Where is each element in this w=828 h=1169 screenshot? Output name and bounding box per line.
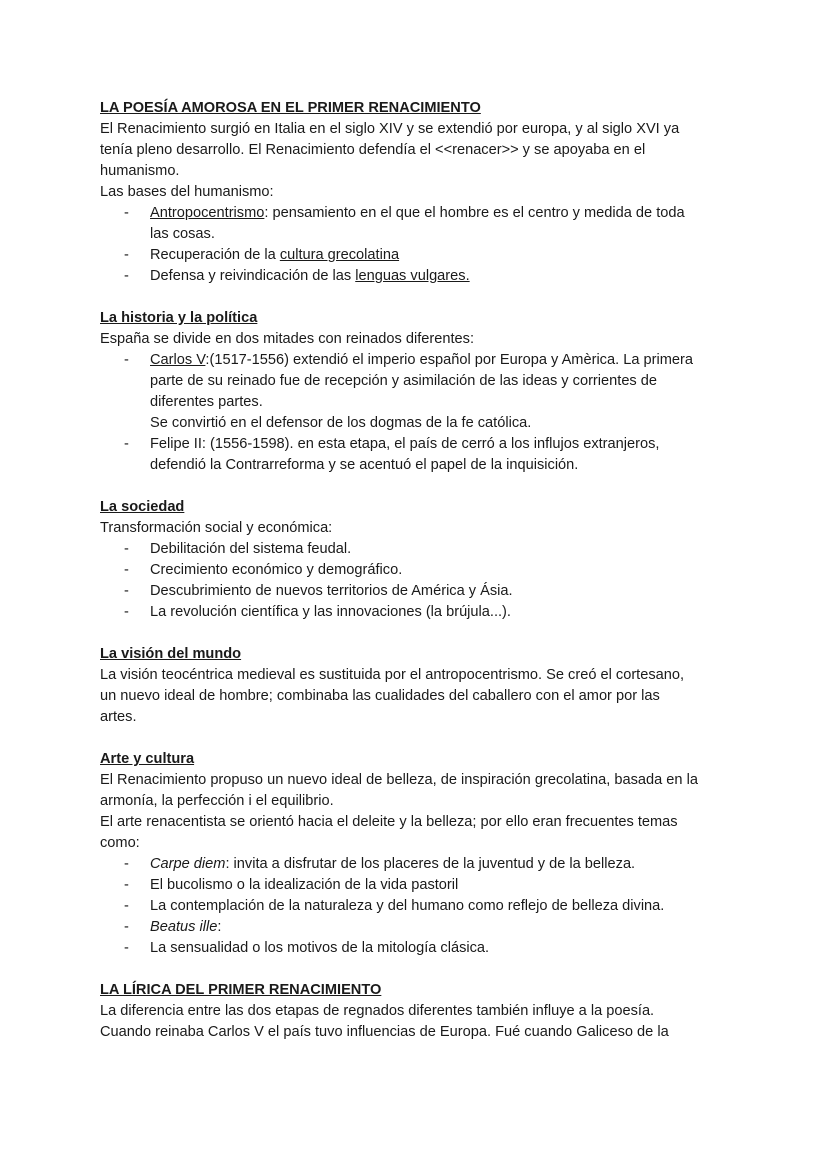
bullet-dash: - xyxy=(124,541,129,557)
term: Carpe diem xyxy=(150,856,226,872)
paragraph-line: armonía, la perfección i el equilibrio. xyxy=(100,793,334,809)
paragraph-line: tenía pleno desarrollo. El Renacimiento defendía el <<renacer>> y se apoyaba en el xyxy=(100,142,646,158)
term: Beatus ille xyxy=(150,919,218,935)
list-item-cont: defendió la Contrarreforma y se acentuó el papel de la inquisición. xyxy=(150,457,579,473)
list-item xyxy=(100,539,760,560)
bullet-dash: - xyxy=(124,562,129,578)
list-item xyxy=(100,581,760,602)
list-item xyxy=(100,875,760,896)
bullet-dash: - xyxy=(124,436,129,452)
paragraph-line: Cuando reinaba Carlos V el país tuvo influencias de Europa. Fué cuando Galiceso de la xyxy=(100,1024,669,1040)
text: Recuperación de la xyxy=(150,247,280,263)
paragraph-line: El arte renacentista se orientó hacia el deleite y la belleza; por ello eran frecuentes temas xyxy=(100,814,678,830)
text: Felipe II: (1556-1598). en esta etapa, el país de cerró a los influjos extranjeros, xyxy=(150,436,660,452)
term: Antropocentrismo xyxy=(150,205,265,221)
paragraph-line: humanismo. xyxy=(100,163,180,179)
blank-line xyxy=(100,959,760,980)
bullet-dash: - xyxy=(124,940,129,956)
paragraph-line: Las bases del humanismo: xyxy=(100,184,274,200)
bullet-dash: - xyxy=(124,604,129,620)
section-title: Arte y cultura xyxy=(100,751,195,767)
blank-line xyxy=(100,728,760,749)
paragraph-line: un nuevo ideal de hombre; combinaba las cualidades del caballero con el amor por las xyxy=(100,688,660,704)
list-item xyxy=(100,203,760,224)
list-item xyxy=(100,602,760,623)
list-item xyxy=(100,854,760,875)
paragraph-line: La visión teocéntrica medieval es sustituida por el antropocentrismo. Se creó el cortesano, xyxy=(100,667,685,683)
list-item-cont: diferentes partes. xyxy=(150,394,263,410)
text: Descubrimiento de nuevos territorios de América y Ásia. xyxy=(150,583,513,599)
section-title: La sociedad xyxy=(100,499,185,515)
paragraph-line: artes. xyxy=(100,709,137,725)
section-title: La visión del mundo xyxy=(100,646,242,662)
bullet-dash: - xyxy=(124,856,129,872)
text: Crecimiento económico y demográfico. xyxy=(150,562,403,578)
bullet-dash: - xyxy=(124,247,129,263)
paragraph-line: Transformación social y económica: xyxy=(100,520,333,536)
list-item xyxy=(100,560,760,581)
paragraph-line: El Renacimiento propuso un nuevo ideal de belleza, de inspiración grecolatina, basada en la xyxy=(100,772,698,788)
term: cultura grecolatina xyxy=(279,247,400,263)
blank-line xyxy=(100,476,760,497)
paragraph-line: El Renacimiento surgió en Italia en el siglo XIV y se extendió por europa, y al siglo XVI ya xyxy=(100,121,680,137)
list-item xyxy=(100,266,760,287)
term: Carlos V xyxy=(150,352,206,368)
text: Debilitación del sistema feudal. xyxy=(150,541,352,557)
blank-line xyxy=(100,287,760,308)
paragraph-line: La diferencia entre las dos etapas de regnados diferentes también influye a la poesía. xyxy=(100,1003,655,1019)
text: :(1517-1556) extendió el imperio español por Europa y Amèrica. La primera xyxy=(205,352,693,368)
list-item xyxy=(100,917,760,938)
list-item xyxy=(100,938,760,959)
text: La sensualidad o los motivos de la mitología clásica. xyxy=(150,940,490,956)
document-content xyxy=(100,98,760,1043)
bullet-dash: - xyxy=(124,352,129,368)
bullet-dash: - xyxy=(124,583,129,599)
list-item-cont: parte de su reinado fue de recepción y asimilación de las ideas y corrientes de xyxy=(150,373,658,389)
text: La contemplación de la naturaleza y del humano como reflejo de belleza divina. xyxy=(150,898,665,914)
text: Defensa y reivindicación de las xyxy=(150,268,356,284)
term: lenguas vulgares. xyxy=(355,268,470,284)
bullet-dash: - xyxy=(124,268,129,284)
section-title: LA POESÍA AMOROSA EN EL PRIMER RENACIMIENTO xyxy=(100,100,481,116)
section-title: La historia y la política xyxy=(100,310,258,326)
list-item xyxy=(100,350,760,371)
paragraph-line: como: xyxy=(100,835,140,851)
bullet-dash: - xyxy=(124,919,129,935)
list-item xyxy=(100,245,760,266)
text: : pensamiento en el que el hombre es el centro y medida de toda xyxy=(264,205,685,221)
bullet-dash: - xyxy=(124,205,129,221)
list-item-cont: las cosas. xyxy=(150,226,215,242)
text: La revolución científica y las innovaciones (la brújula...). xyxy=(150,604,511,620)
blank-line xyxy=(100,623,760,644)
paragraph-line: España se divide en dos mitades con reinados diferentes: xyxy=(100,331,474,347)
text: : xyxy=(217,919,222,935)
text: : invita a disfrutar de los placeres de la juventud y de la belleza. xyxy=(225,856,636,872)
section-title: LA LÍRICA DEL PRIMER RENACIMIENTO xyxy=(100,982,382,998)
text: El bucolismo o la idealización de la vida pastoril xyxy=(150,877,459,893)
list-item-cont: Se convirtió en el defensor de los dogmas de la fe católica. xyxy=(150,415,532,431)
bullet-dash: - xyxy=(124,898,129,914)
bullet-dash: - xyxy=(124,877,129,893)
list-item xyxy=(100,896,760,917)
list-item xyxy=(100,434,760,455)
